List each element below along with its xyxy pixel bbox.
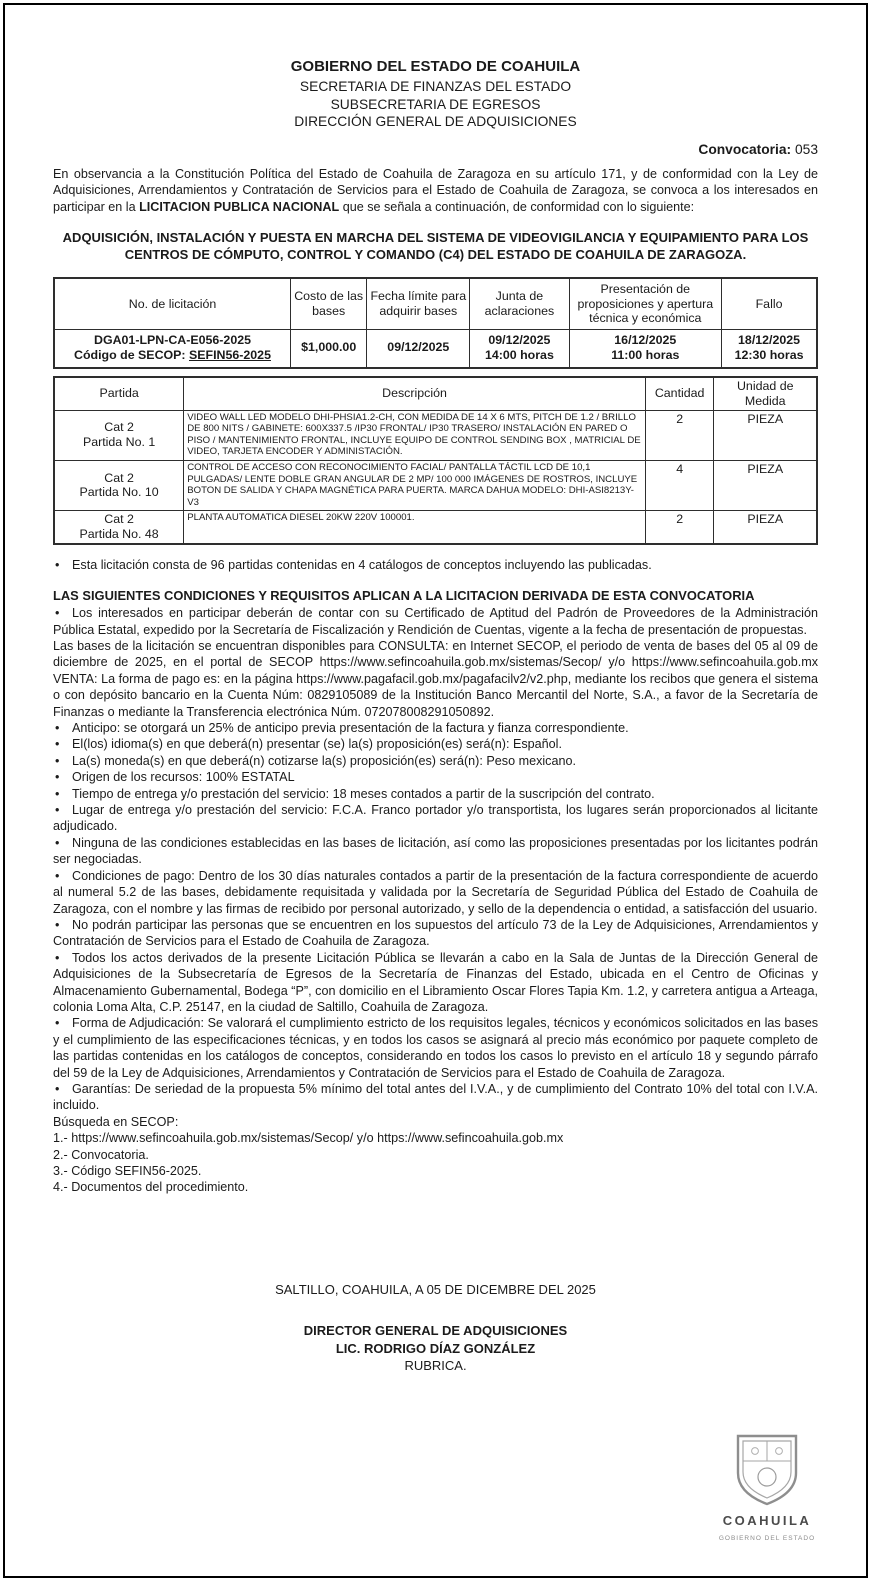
condition-bullet: • Todos los actos derivados de la presente Licitación Pública se llevarán a cabo en la Sala de Juntas de la Dirección General de Adquisiciones de la Subsecretaría de Egresos de la Secretaría de Finanzas del Estado, ubicada en el Centro de Oficinas y Almacenamiento Gubernamental, Bodega “P”, con domicilio en el Libramiento Oscar Flores Tapia Km. 1.2, y carretera antigua a Arteaga, colonia Loma Alta, C.P. 25147, en la ciudad de Saltillo, Coahuila de Zaragoza. [53,950,818,1016]
coahuila-logo [707,1433,827,1547]
cell-cantidad: 4 [645,461,714,511]
col-header-fecha-limite: Fecha límite para adquirir bases [367,278,470,329]
coahuila-shield-icon [728,1433,806,1507]
convocatoria-line [53,142,818,158]
logo-wordmark: COAHUILA [722,1513,812,1529]
cell-unidad: PIEZA [714,461,817,511]
tender-table-data-row [54,329,817,368]
condition-bullet: • Garantías: De seriedad de la propuesta 5% mínimo del total antes del I.V.A., y de cumplimiento del Contrato 10% del total con I.V.A. incluido. [53,1081,818,1114]
convocatoria-label: Convocatoria: [698,141,792,157]
junta-hora: 14:00 horas [484,348,554,363]
table-row [54,461,817,511]
items-table-header-row [54,377,817,411]
presentacion-fecha: 16/12/2025 [614,332,677,347]
fallo-hora: 12:30 horas [734,348,804,363]
secop-search-line: 2.- Convocatoria. [53,1147,149,1162]
intro-text-1: En observancia a la Constitución Política del Estado de Coahuila de Zaragoza en su artículo 171, y de conformidad con la Ley de Adquisiciones, Arrendamientos y Contratación de Servicios para el Estado de Coahuila de Zaragoza, se convoca a los interesados en participar en la [53,166,818,214]
tender-table [53,277,818,369]
partida-cat: Cat 2 [104,420,134,435]
logo-subtitle: GOBIERNO DEL ESTADO [718,1534,816,1542]
cell-descripcion: CONTROL DE ACCESO CON RECONOCIMIENTO FACIAL/ PANTALLA TÁCTIL LCD DE 10,1 PULGADAS/ LENTE DOBLE GRAN ANGULAR DE 2 MP/ 100 000 IMÁGENES DE ROSTROS, INCLUYE BOTON DE SALIDA Y CHAPA MAGNÉTICA PARA PUERTA. MARCA DAHUA MODELO: DHI-ASI8213Y-V3 [184,461,646,511]
tender-table-header-row [54,278,817,329]
col-header-fallo: Fallo [722,278,817,329]
subject-paragraph: ADQUISICIÓN, INSTALACIÓN Y PUESTA EN MARCHA DEL SISTEMA DE VIDEOVIGILANCIA Y EQUIPAMIENTO PARA LOS CENTROS DE CÓMPUTO, CONTROL Y COMANDO (C4) DEL ESTADO DE COAHUILA DE ZARAGOZA. [62,230,809,263]
partida-cat: Cat 2 [104,470,134,485]
condition-bullet: • Ninguna de las condiciones establecidas en las bases de licitación, así como las proposiciones presentadas por los licitantes podrán ser negociadas. [53,835,818,868]
signature-block [53,1322,818,1375]
items-table [53,376,818,546]
cell-fecha-limite: 09/12/2025 [367,329,470,368]
secop-search-line: 4.- Documentos del procedimiento. [53,1180,249,1195]
cell-unidad: PIEZA [714,410,817,460]
rubrica-label: RUBRICA. [404,1358,467,1374]
intro-highlight: LICITACION PUBLICA NACIONAL [139,199,340,214]
partida-cat: Cat 2 [104,512,134,527]
fallo-fecha: 18/12/2025 [738,332,801,347]
secop-code: SEFIN56-2025 [189,348,271,363]
col-header-cantidad: Cantidad [645,377,714,411]
conditions-title: LAS SIGUIENTES CONDICIONES Y REQUISITOS APLICAN A LA LICITACION DERIVADA DE ESTA CONVOCATORIA [53,587,755,603]
col-header-presentacion: Presentación de proposiciones y apertura técnica y económica [569,278,722,329]
org-direccion: DIRECCIÓN GENERAL DE ADQUISICIONES [294,114,577,129]
org-secretaria: SECRETARIA DE FINANZAS DEL ESTADO [299,79,572,94]
condition-bullet: • Forma de Adjudicación: Se valorará el cumplimiento estricto de los requisitos legales, técnicos y económicos solicitados en las bases y el cumplimiento de las especificaciones técnicas, y en todos los casos se asignará al precio más económico por paquete completo de las partidas contenidas en los catálogos de conceptos, considerando en todos los casos lo previsto en el artículo 18 y segundo párrafo del 59 de la Ley de Adquisiciones, Arrendamientos y Contratación de Servicios para el Estado de Coahuila de Zaragoza. [53,1015,818,1081]
place-date-line: SALTILLO, COAHUILA, A 05 DE DICEMBRE DEL 2025 [275,1281,596,1297]
cell-descripcion: PLANTA AUTOMATICA DIESEL 20KW 220V 100001. [184,511,646,545]
secop-search-title: Búsqueda en SECOP: [53,1114,179,1129]
director-name: LIC. RODRIGO DÍAZ GONZÁLEZ [335,1340,536,1356]
condition-bullet: • La(s) moneda(s) en que deberá(n) cotizarse la(s) proposición(es) será(n): Peso mexicano. [53,753,818,769]
table-row [54,410,817,460]
condition-bullet: • Origen de los recursos: 100% ESTATAL [53,769,818,785]
cell-junta [470,329,569,368]
condition-bullet: • El(los) idioma(s) en que deberá(n) presentar (se) la(s) proposición(es) será(n): Español. [53,736,818,752]
col-header-partida: Partida [54,377,184,411]
partida-number: Partida No. 1 [82,434,156,449]
licitacion-number: DGA01-LPN-CA-E056-2025 [94,332,252,347]
cell-fallo [722,329,817,368]
condition-bullet: • No podrán participar las personas que se encuentren en los supuestos del artículo 73 de la Ley de Adquisiciones, Arrendamientos y Contratación de Servicios para el Estado de Coahuila de Zaragoza. [53,917,818,950]
secop-code-line [59,348,286,364]
condition-bullet: • Lugar de entrega y/o prestación del servicio: F.C.A. Franco portador y/o transportista, los lugares serán proporcionados al licitante adjudicado. [53,802,818,835]
condition-bullet: • Tiempo de entrega y/o prestación del servicio: 18 meses contados a partir de la suscripción del contrato. [53,786,818,802]
table-row [54,511,817,545]
secop-label: Código de SECOP: [74,348,189,363]
col-header-descripcion: Descripción [184,377,646,411]
cell-descripcion: VIDEO WALL LED MODELO DHI-PHSIA1.2-CH, CON MEDIDA DE 14 X 6 MTS, PITCH DE 1.2 / BRILLO DE 800 NITS / GABINETE: 600X337.5 /IP30 FRONTAL/ IP30 TRASERO/ INSTALACIÓN EN PARED O PISO / MANTENIMIENTO FRONTAL, INCLUYE EQUIPO DE CONTROL SENDING BOX , MATRICIAL DE VIDEO, TARJETA ENCODER Y ADMINISTACIÓN. [184,410,646,460]
convocatoria-number: 053 [794,141,818,157]
cell-partida [54,511,184,545]
note-bullet: • Esta licitación consta de 96 partidas contenidas en 4 catálogos de conceptos incluyendo las publicadas. [53,557,818,573]
director-title: DIRECTOR GENERAL DE ADQUISICIONES [303,1323,568,1339]
condition-bullet-certificado: • Los interesados en participar deberán de contar con su Certificado de Aptitud del Padrón de Proveedores de la Administración Pública Estatal, expedido por la Secretaría de Fiscalización y Rendición de Cuentas, vigente a la fecha de presentación de propuestas. [53,605,818,638]
col-header-licitacion: No. de licitación [54,278,291,329]
secop-search-line: 1.- https://www.sefincoahuila.gob.mx/sistemas/Secop/ y/o https://www.sefincoahuila.gob.mx [53,1131,564,1146]
cell-unidad: PIEZA [714,511,817,545]
partida-number: Partida No. 48 [79,526,159,541]
cell-cantidad: 2 [645,410,714,460]
cell-presentacion [569,329,722,368]
secop-search-line: 3.- Código SEFIN56-2025. [53,1164,202,1178]
condition-bullet: • Anticipo: se otorgará un 25% de anticipo previa presentación de la factura y fianza correspondiente. [53,720,818,736]
secop-search-list [53,1130,818,1196]
cell-cantidad: 2 [645,511,714,545]
cell-partida [54,461,184,511]
partida-number: Partida No. 10 [79,485,159,500]
col-header-costo: Costo de las bases [291,278,367,329]
intro-paragraph [53,166,818,215]
col-header-junta: Junta de aclaraciones [470,278,569,329]
bases-paragraph: Las bases de la licitación se encuentran disponibles para CONSULTA: en Internet SECOP, el periodo de venta de bases del 05 al 09 de diciembre de 2025, en el portal de SECOP https://www.sefincoahuila.gob.mx/sistemas/Secop/ y/o https://www.sefincoahuila.gob.mx VENTA: La forma de pago es: en la página https://www.pagafacil.gob.mx/pagafacilv2/v2.php, mediante los recibos que genera el sistema o con depósito bancario en la Cuenta Núm: 0829105089 de la Institución Banco Mercantil del Norte, S.A., a favor de la Secretaría de Finanzas o mediante la Transferencia electrónica Núm. 072078008291050892. [53,639,818,719]
presentacion-hora: 11:00 horas [611,348,680,363]
document-header [53,58,818,131]
intro-text-2: que se señala a continuación, de conformidad con lo siguiente: [339,199,695,214]
condition-bullet: • Condiciones de pago: Dentro de los 30 días naturales contados a partir de la presentación de la factura correspondiente de acuerdo al numeral 5.2 de las bases, debidamente requisitada y validada por la Secretaría de Seguridad Pública del Estado de Coahuila de Zaragoza, con el nombre y las firmas de recibido por personal autorizado, y sello de la dependencia o entidad, a satisfacción del usuario. [53,868,818,917]
org-title: GOBIERNO DEL ESTADO DE COAHUILA [290,58,581,75]
org-subsecretaria: SUBSECRETARIA DE EGRESOS [330,96,541,112]
cell-partida [54,410,184,460]
cell-costo: $1,000.00 [291,329,367,368]
col-header-unidad: Unidad de Medida [714,377,817,411]
junta-fecha: 09/12/2025 [488,332,551,347]
conditions-bullet-list [53,720,818,1114]
cell-licitacion [54,329,291,368]
